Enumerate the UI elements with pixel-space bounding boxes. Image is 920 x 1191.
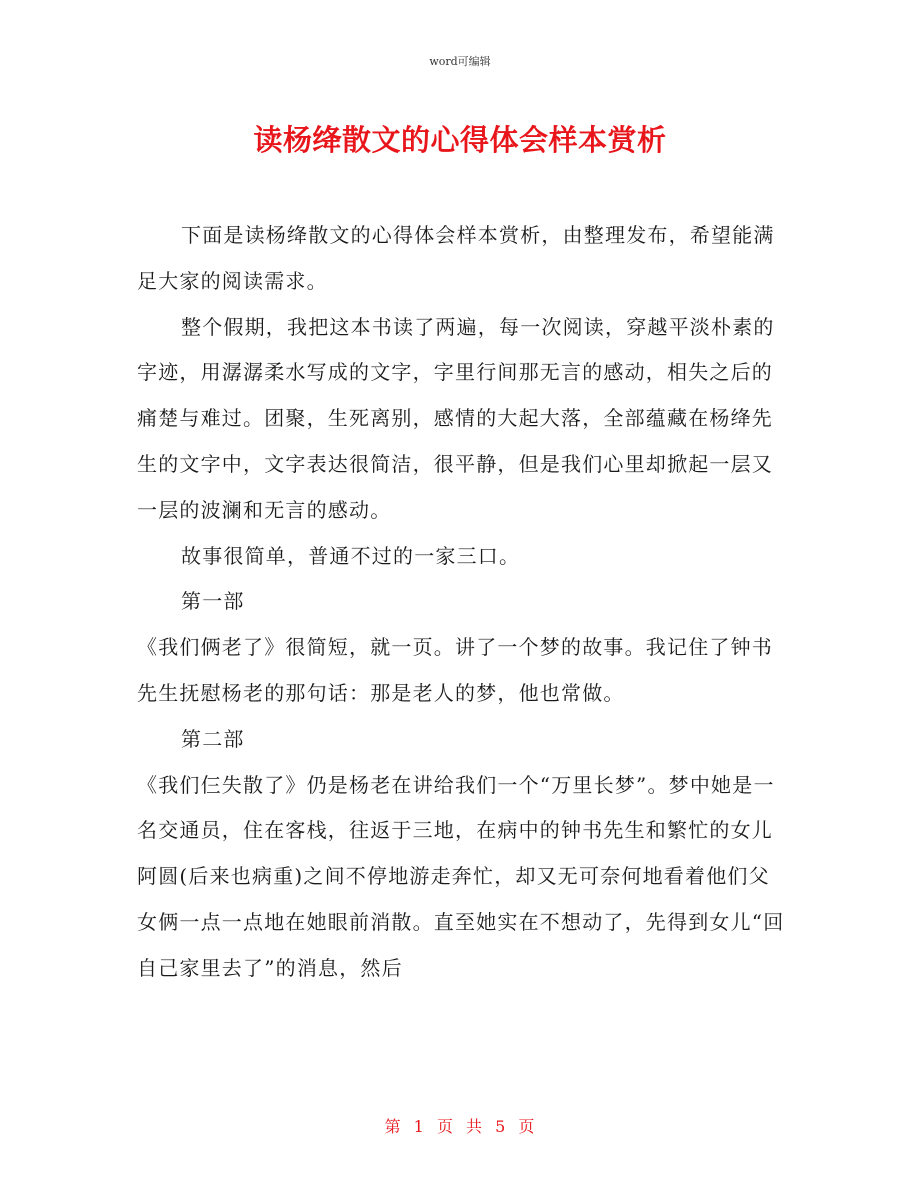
body-paragraph: 整个假期，我把这本书读了两遍，每一次阅读，穿越平淡朴素的字迹，用潺潺柔水写成的文字，字里行间那无言的感动，相失之后的痛楚与难过。团聚，生死离别，感情的大起大落，全部蕴藏在杨绛先生的文字中，文字表达很简洁，很平静，但是我们心里却掀起一层又一层的波澜和无言的感动。 <box>137 314 775 522</box>
page-footer: 第 1 页 共 5 页 <box>384 1117 536 1136</box>
document-body <box>137 213 785 992</box>
section-heading: 第一部 <box>181 589 245 614</box>
body-paragraph: 《我们俩老了》很简短，就一页。讲了一个梦的故事。我记住了钟书先生抚慰杨老的那句话：那是老人的梦，他也常做。 <box>137 635 773 705</box>
document-title: 读杨绛散文的心得体会样本赏析 <box>253 123 667 157</box>
header-note: word可编辑 <box>429 55 491 68</box>
intro-paragraph: 下面是读杨绛散文的心得体会样本赏析，由整理发布，希望能满足大家的阅读需求。 <box>137 223 775 293</box>
body-paragraph: 故事很简单，普通不过的一家三口。 <box>181 543 521 568</box>
body-paragraph: 《我们仨失散了》仍是杨老在讲给我们一个“万里长梦”。梦中她是一名交通员，住在客栈，往返于三地，在病中的钟书先生和繁忙的女儿阿圆(后来也病重)之间不停地游走奔忙，却又无可奈何地看着他们父女俩一点一点地在她眼前消散。直至她实在不想动了，先得到女儿“回自己家里去了”的消息，然后 <box>137 772 785 980</box>
section-heading: 第二部 <box>181 726 245 751</box>
